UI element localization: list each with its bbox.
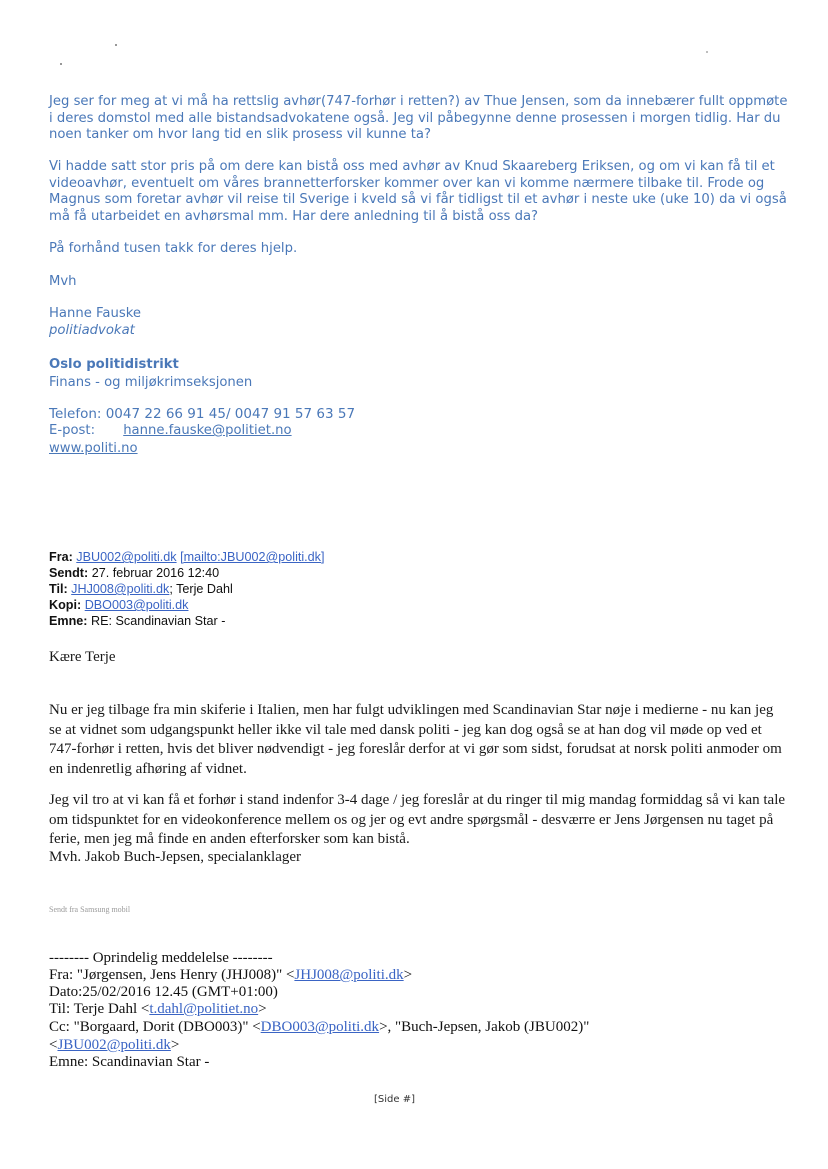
signature-email-row (49, 423, 789, 440)
original-to-row (49, 1001, 809, 1019)
signature-email-label: E-post: (49, 423, 96, 438)
signature-email-link[interactable]: hanne.fauske@politiet.no (123, 423, 292, 438)
signature-title: politiadvokat (49, 323, 135, 338)
forwarded-from-address[interactable]: JBU002@politi.dk (76, 550, 177, 564)
original-to-email[interactable]: t.dahl@politiet.no (149, 1001, 259, 1017)
signature-department: Finans - og miljøkrimseksjonen (49, 375, 253, 390)
forwarded-subject-label: Emne: (49, 614, 88, 628)
original-to-suffix: > (258, 1001, 267, 1017)
forwarded-sent-value: 27. februar 2016 12:40 (91, 566, 220, 580)
reply-sent-from: Sendt fra Samsung mobil (49, 905, 131, 914)
forwarded-to-rest: ; Terje Dahl (169, 582, 233, 596)
page-number-footer: [Side #] (374, 1094, 415, 1105)
original-to-prefix: Til: Terje Dahl < (49, 1001, 150, 1017)
reply-paragraph-2: Jeg vil tro at vi kan få et forhør i stand indenfor 3-4 dage / jeg foreslår at du ringer til mig mandag formiddag så vi kan tale om tidspunktet for en videokonference mellem os og jer og evt andre spørgsmål - desværre er Jens Jørgensen nu taget på ferie, men jeg må finde en anden efterforsker som kan bistå. (49, 792, 786, 847)
forwarded-from-row (49, 550, 324, 566)
scan-speck (115, 44, 117, 46)
scan-speck (706, 51, 708, 53)
original-cc-prefix: Cc: "Borgaard, Dorit (DBO003)" < (49, 1019, 261, 1035)
original-from-email[interactable]: JHJ008@politi.dk (294, 967, 404, 983)
signature-website-link[interactable]: www.politi.no (49, 441, 138, 456)
reply-greeting: Kære Terje (49, 649, 116, 665)
signature-name: Hanne Fauske (49, 306, 141, 321)
original-separator: -------- Oprindelig meddelelse -------- (49, 950, 273, 966)
reply-paragraph-1: Nu er jeg tilbage fra min skiferie i Italien, men har fulgt udviklingen med Scandinavian Star nøje i medierne - nu kan jeg se at vidnet som udgangspunkt heller ikke vil tale med dansk politi - jeg kan dog også se at han dog vil møde op ved et 747-forhør i retten, hvis det bliver nødvendigt - jeg foreslår derfor at vi gør som sidst, forudsat at norsk politi anmoder om en indenretlig afhøring af vidnet. (49, 702, 782, 777)
original-cc-middle: >, "Buch-Jepsen, Jakob (JBU002)" (379, 1019, 590, 1035)
original-date: Dato:25/02/2016 12.45 (GMT+01:00) (49, 984, 278, 1000)
original-cc-open: < (49, 1037, 58, 1053)
body-paragraph-1: Jeg ser for meg at vi må ha rettslig avhør(747-forhør i retten?) av Thue Jensen, som da innebærer fullt oppmøte i deres domstol med alle bistandsadvokatene også. Jeg vil påbegynne denne prosessen i morgen tidlig. Har du noen tanker om hvor lang tid en slik prosess vil kunne ta? (49, 94, 788, 143)
original-cc-row (49, 1019, 809, 1037)
body-closing: Mvh (49, 274, 77, 289)
original-cc-email-1[interactable]: DBO003@politi.dk (260, 1019, 380, 1035)
original-cc-email-2[interactable]: JBU002@politi.dk (57, 1037, 171, 1053)
forwarded-subject-row (49, 614, 225, 630)
forwarded-sent-row (49, 566, 219, 582)
forwarded-from-label: Fra: (49, 550, 73, 564)
original-cc-row-2 (49, 1037, 809, 1055)
scan-speck (60, 63, 62, 65)
original-cc-close: > (170, 1037, 180, 1053)
forwarded-sent-label: Sendt: (49, 566, 89, 580)
forwarded-cc-label: Kopi: (49, 598, 82, 612)
forwarded-subject-value: RE: Scandinavian Star - (91, 614, 226, 628)
original-from-suffix: > (403, 967, 413, 983)
forwarded-to-row (49, 582, 233, 598)
reply-signoff: Mvh. Jakob Buch-Jepsen, specialanklager (49, 849, 302, 865)
forwarded-to-address[interactable]: JHJ008@politi.dk (71, 582, 170, 596)
signature-phone: Telefon: 0047 22 66 91 45/ 0047 91 57 63 57 (49, 406, 356, 422)
signature-organization: Oslo politidistrikt (49, 357, 179, 372)
forwarded-to-label: Til: (49, 582, 68, 596)
forwarded-cc-address[interactable]: DBO003@politi.dk (84, 598, 189, 612)
original-from-prefix: Fra: "Jørgensen, Jens Henry (JHJ008)" < (49, 967, 295, 983)
forwarded-cc-row (49, 598, 188, 614)
original-subject: Emne: Scandinavian Star - (49, 1054, 210, 1070)
body-thanks: På forhånd tusen takk for deres hjelp. (49, 241, 298, 256)
original-from-row (49, 967, 809, 985)
forwarded-from-mailto[interactable]: [mailto:JBU002@politi.dk] (180, 550, 325, 564)
body-paragraph-2: Vi hadde satt stor pris på om dere kan bistå oss med avhør av Knud Skaareberg Eriksen, og om vi kan få til et videoavhør, eventuelt om våres brannetterforsker kommer over kan vi komme nærmere tilbake til. Frode og Magnus som foretar avhør vil reise til Sverige i kveld så vi får tidligst til et avhør i neste uke (uke 10) da vi også må få utarbeidet en avhørsmal mm. Har dere anledning til å bistå oss da? (49, 159, 787, 224)
